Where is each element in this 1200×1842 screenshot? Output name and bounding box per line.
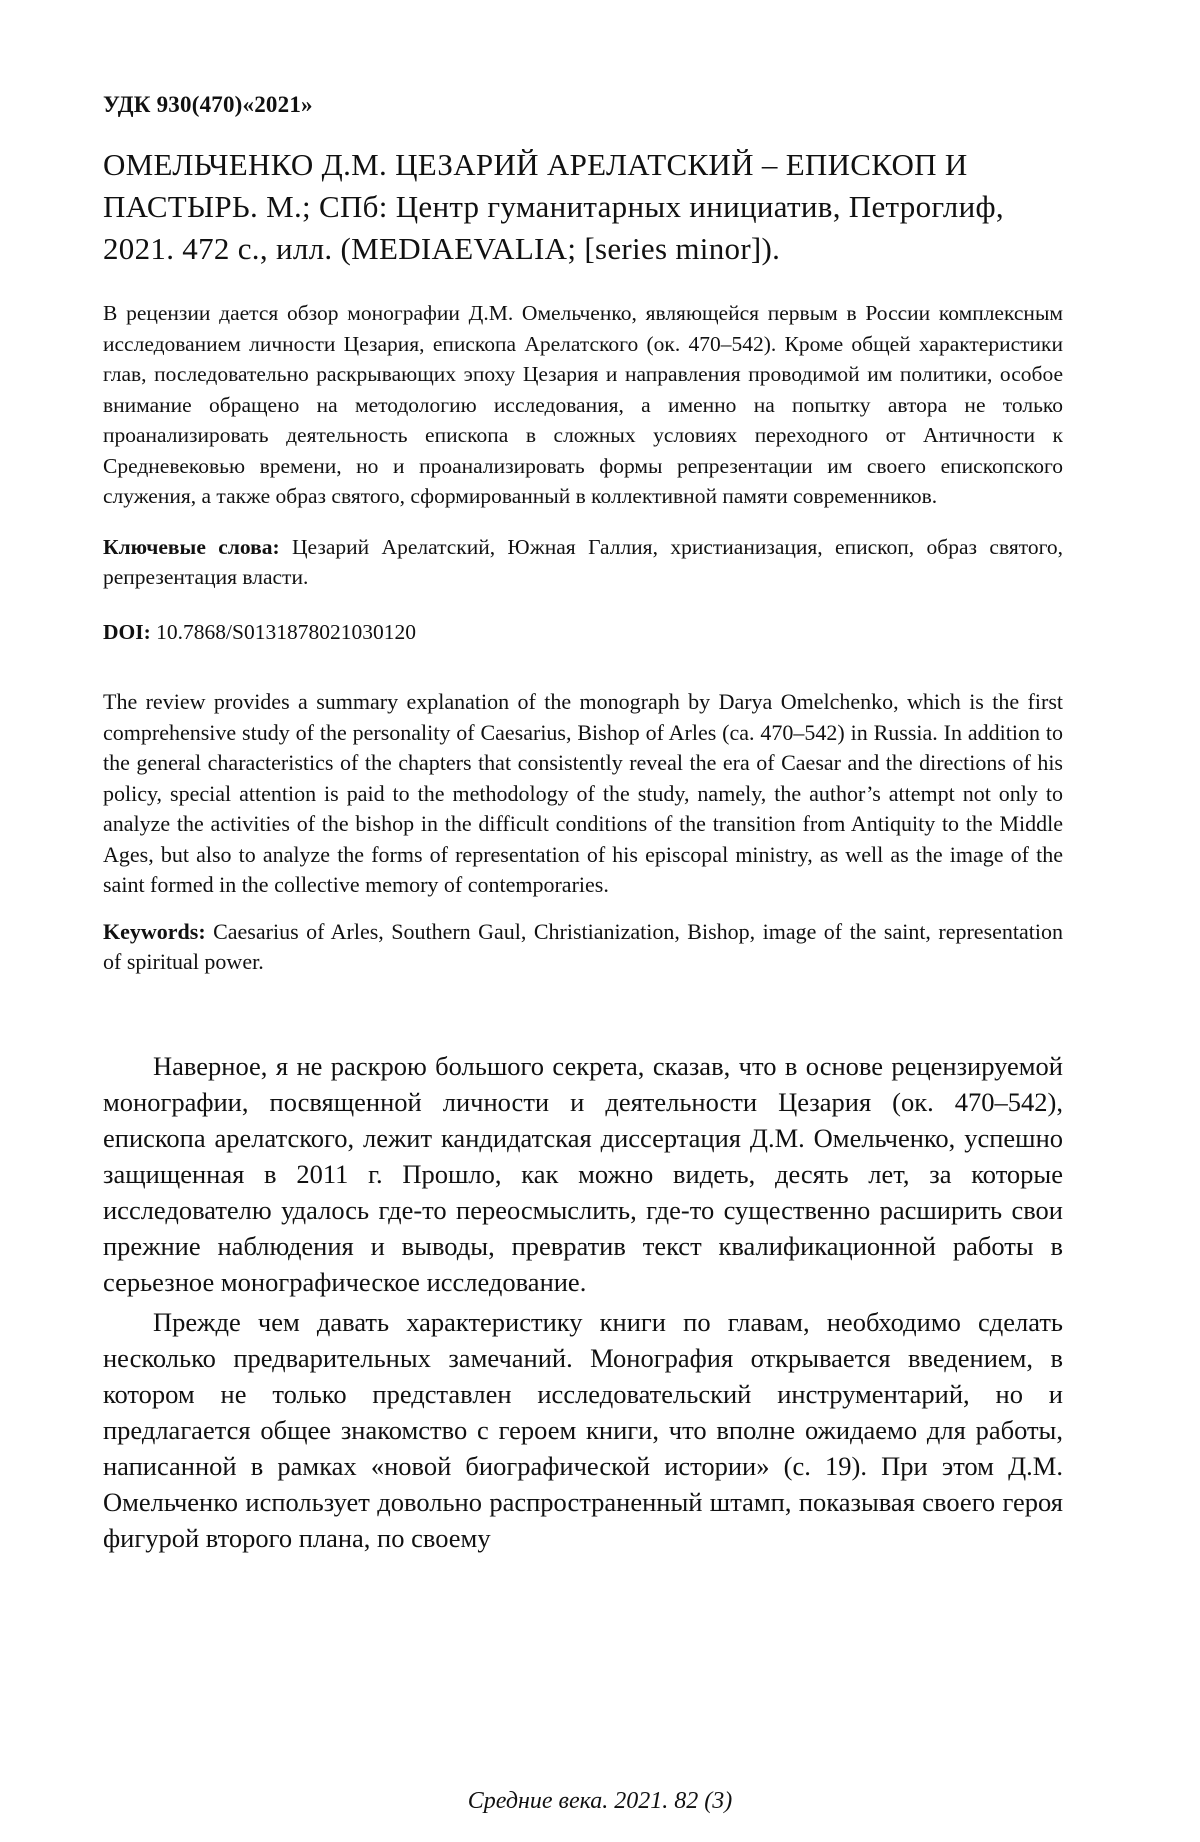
body-paragraph-1: Наверное, я не раскрою большого секрета, сказав, что в основе рецензируемой монографии, посвященной личности и деятельности Цезария (ок. 470–542), епископа арелатского, лежит кандидатская диссертация Д.М. Омельченко, успешно защищенная в 2011 г. Прошло, как можно видеть, десять лет, за которые исследователю удалось где-то переосмыслить, где-то существенно расширить свои прежние наблюдения и выводы, превратив текст квалификационной работы в серьезное монографическое исследование. xyxy=(103,1050,1063,1297)
doi-value: 10.7868/S0131878021030120 xyxy=(150,619,416,644)
keywords-en xyxy=(103,917,1063,978)
doi xyxy=(103,617,1063,648)
keywords-ru-text: Цезарий Арелатский, Южная Галлия, христианизация, епископ, образ святого, репрезентация власти. xyxy=(103,534,1063,589)
udc-code: УДК 930(470)«2021» xyxy=(103,92,313,117)
keywords-en-text: Caesarius of Arles, Southern Gaul, Christianization, Bishop, image of the saint, representation of spiritual power. xyxy=(103,918,1063,974)
book-title: ОМЕЛЬЧЕНКО Д.М. ЦЕЗАРИЙ АРЕЛАТСКИЙ – ЕПИСКОП И ПАСТЫРЬ. М.; СПб: Центр гуманитарных инициатив, Петроглиф, 2021. 472 с., илл. (MEDIAEVALIA; [series minor]). xyxy=(103,147,1004,266)
body-text xyxy=(103,1048,1063,1556)
page-content xyxy=(103,92,1063,1560)
keywords-ru-label: Ключевые слова: xyxy=(103,534,280,559)
keywords-en-label: Keywords: xyxy=(103,918,206,944)
abstract-en: The review provides a summary explanation of the monograph by Darya Omelchenko, which is the first comprehensive study of the personality of Caesarius, Bishop of Arles (ca. 470–542) in Russia. In addition to the general characteristics of the chapters that consistently reveal the era of Caesar and the directions of his policy, special attention is paid to the methodology of the study, namely, the author’s attempt not only to analyze the activities of the bishop in the difficult conditions of the transition from Antiquity to the Middle Ages, but also to analyze the forms of representation of his episcopal ministry, as well as the image of the saint formed in the collective memory of contemporaries. xyxy=(103,689,1063,897)
body-paragraph-2: Прежде чем давать характеристику книги по главам, необходимо сделать несколько предварительных замечаний. Монография открывается введением, в котором не только представлен исследовательский инструментарий, но и предлагается общее знакомство с героем книги, что вполне ожидаемо для работы, написанной в рамках «новой биографической истории» (с. 19). При этом Д.М. Омельченко использует довольно распространенный штамп, показывая своего героя фигурой второго плана, по своему xyxy=(103,1306,1063,1553)
running-footer: Средние века. 2021. 82 (3) xyxy=(467,1788,733,1814)
doi-label: DOI: xyxy=(103,619,151,644)
keywords-ru xyxy=(103,532,1063,593)
abstract-ru: В рецензии дается обзор монографии Д.М. Омельченко, являющейся первым в России комплексным исследованием личности Цезария, епископа Арелатского (ок. 470–542). Кроме общей характеристики глав, последовательно раскрывающих эпоху Цезария и направления проводимой им политики, особое внимание обращено на методологию исследования, а именно на попытку автора не только проанализировать деятельность епископа в сложных условиях переходного от Античности к Средневековью времени, но и проанализировать формы репрезентации им своего епископского служения, а также образ святого, сформированный в коллективной памяти современников. xyxy=(103,301,1063,508)
